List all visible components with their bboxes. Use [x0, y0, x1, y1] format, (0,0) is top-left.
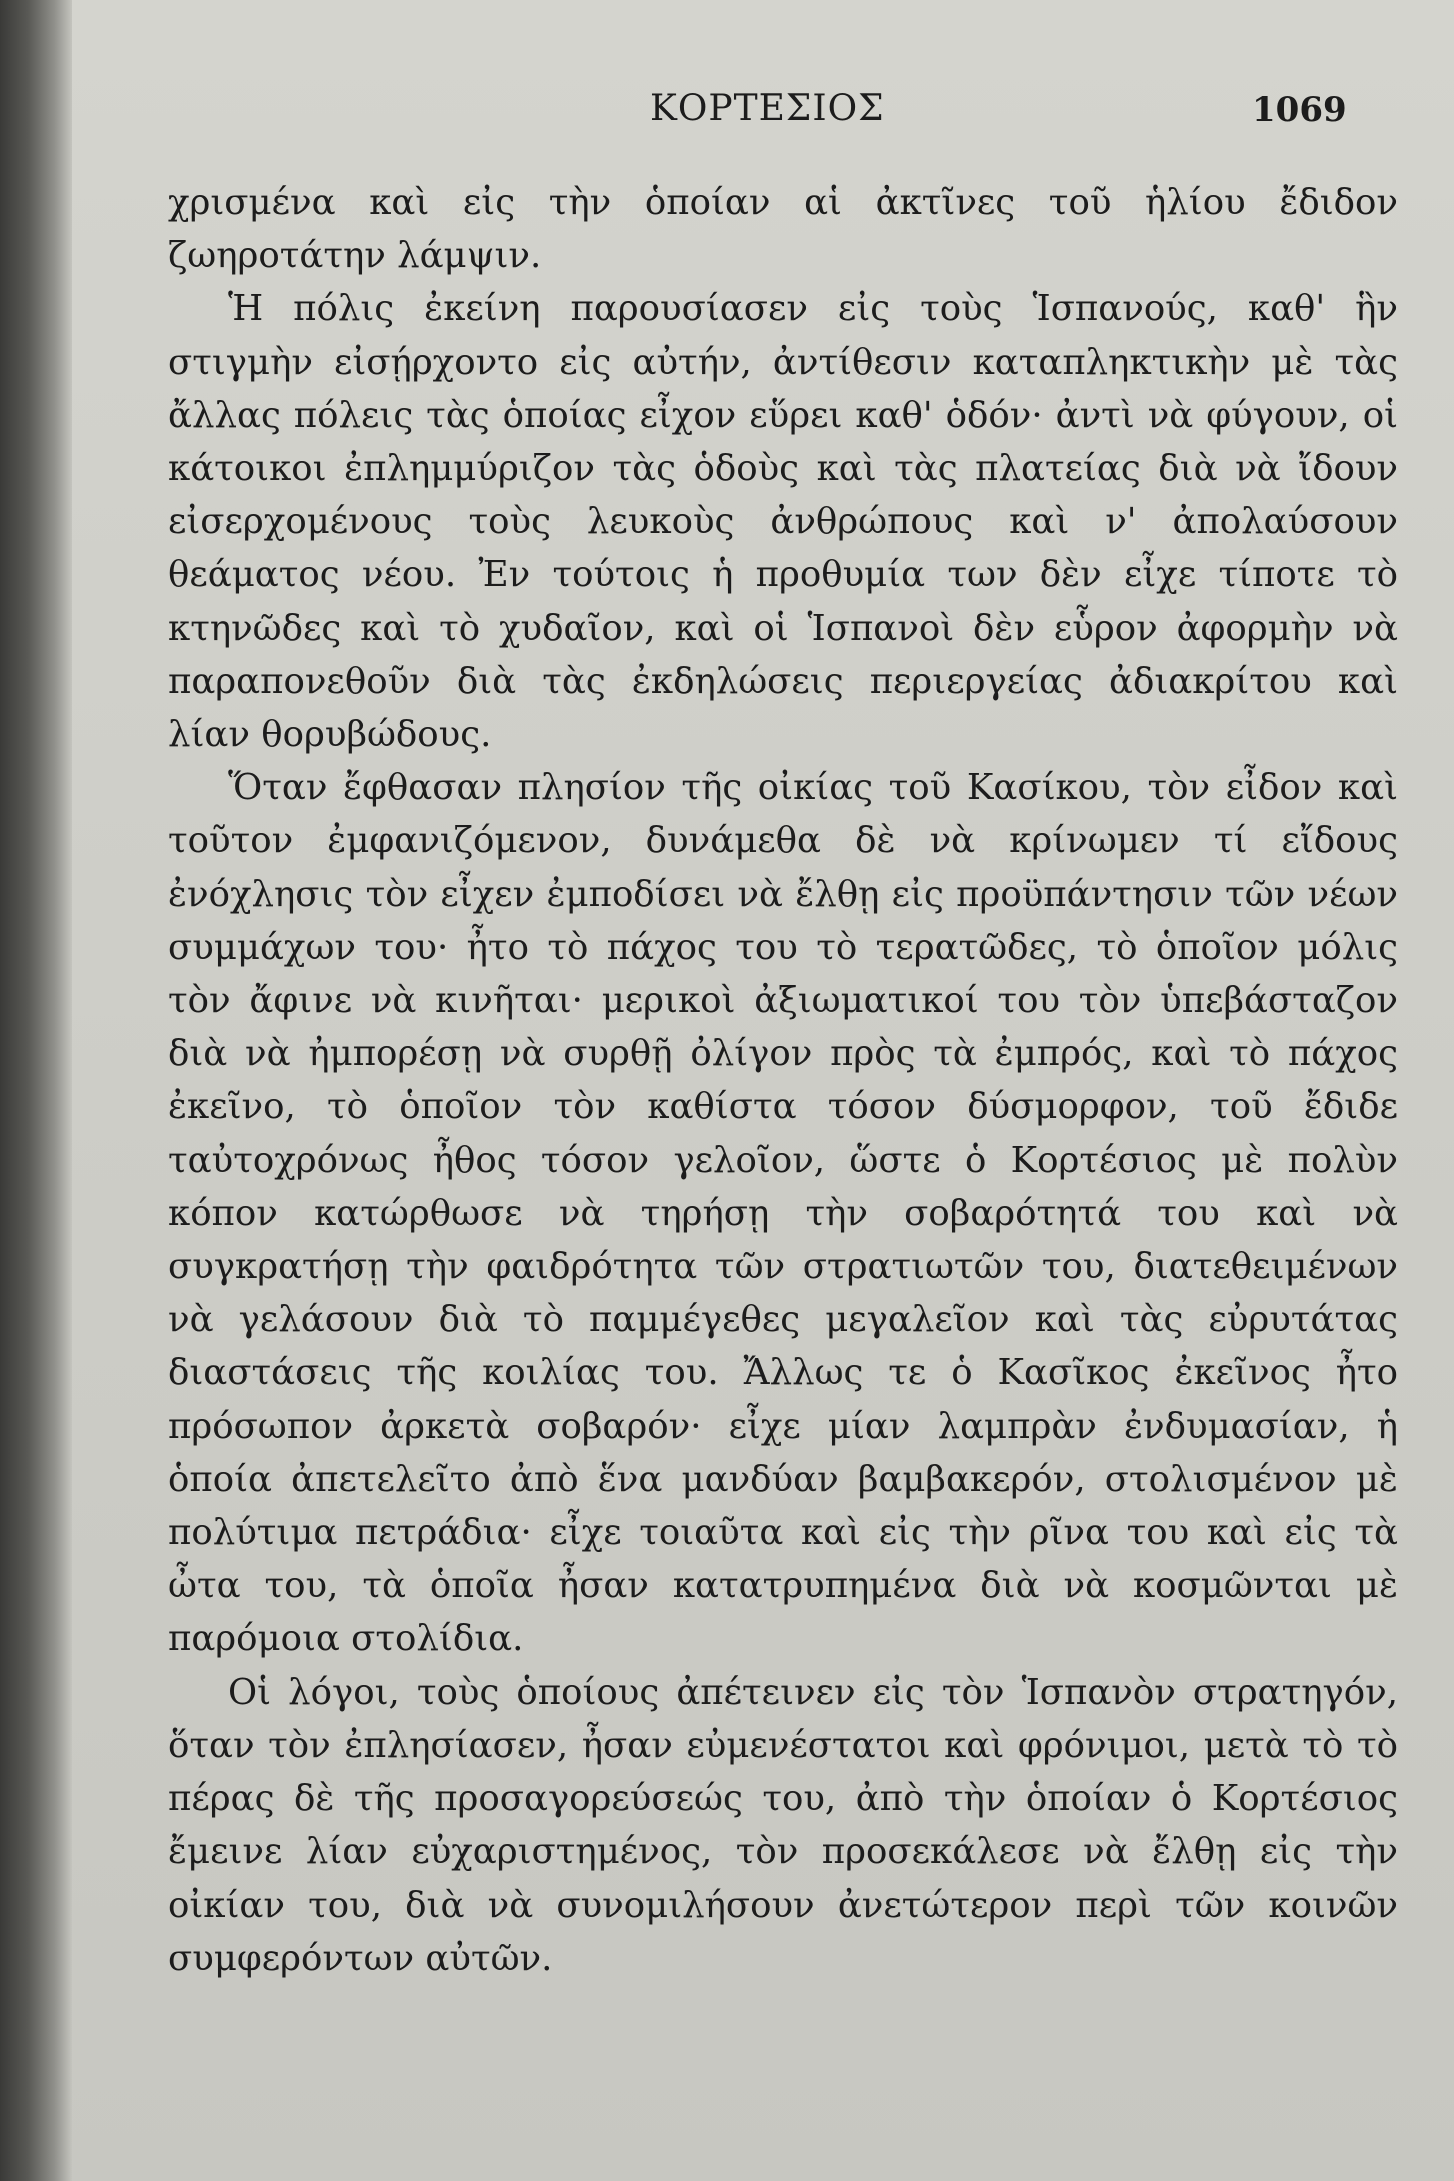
- book-page: [72, 0, 1454, 2181]
- paragraph: Ἡ πόλις ἐκείνη παρουσίασεν εἰς τοὺς Ἱσπανούς, καθ' ἣν στιγμὴν εἰσῄρχοντο εἰς αὐτήν, ἀντίθεσιν καταπληκτικὴν μὲ τὰς ἄλλας πόλεις τὰς ὁποίας εἶχον εὕρει καθ' ὁδόν· ἀντὶ νὰ φύγουν, οἱ κάτοικοι ἐπλημμύριζον τὰς ὁδοὺς καὶ τὰς πλατείας διὰ νὰ ἴδουν εἰσερχομένους τοὺς λευκοὺς ἀνθρώπους καὶ ν' ἀπολαύσουν θεάματος νέου. Ἐν τούτοις ἡ προθυμία των δὲν εἶχε τίποτε τὸ κτηνῶδες καὶ τὸ χυδαῖον, καὶ οἱ Ἱσπανοὶ δὲν εὗρον ἀφορμὴν νὰ παραπονεθοῦν διὰ τὰς ἐκδηλώσεις περιεργείας ἀδιακρίτου καὶ λίαν θορυβώδους.: [168, 288, 1398, 756]
- running-head: ΚΟΡΤΕΣΙΟΣ: [650, 88, 885, 129]
- paragraph: Ὅταν ἔφθασαν πλησίον τῆς οἰκίας τοῦ Κασίκου, τὸν εἶδον καὶ τοῦτον ἐμφανιζόμενον, δυνάμεθα δὲ νὰ κρίνωμεν τί εἴδους ἐνόχλησις τὸν εἶχεν ἐμποδίσει νὰ ἔλθῃ εἰς προϋπάντησιν τῶν νέων συμμάχων του· ἦτο τὸ πάχος του τὸ τερατῶδες, τὸ ὁποῖον μόλις τὸν ἄφινε νὰ κινῆται· μερικοὶ ἀξιωματικοί του τὸν ὑπεβάσταζον διὰ νὰ ἠμπορέσῃ νὰ συρθῇ ὀλίγον πρὸς τὰ ἐμπρός, καὶ τὸ πάχος ἐκεῖνο, τὸ ὁποῖον τὸν καθίστα τόσον δύσμορφον, τοῦ ἔδιδε ταὐτοχρόνως ἦθος τόσον γελοῖον, ὥστε ὁ Κορτέσιος μὲ πολὺν κόπον κατώρθωσε νὰ τηρήσῃ τὴν σοβαρότητά του καὶ νὰ συγκρατήσῃ τὴν φαιδρότητα τῶν στρατιωτῶν του, διατεθειμένων νὰ γελάσουν διὰ τὸ παμμέγεθες μεγαλεῖον καὶ τὰς εὐρυτάτας διαστάσεις τῆς κοιλίας του. Ἄλλως τε ὁ Κασῖκος ἐκεῖνος ἦτο πρόσωπον ἀρκετὰ σοβαρόν· εἶχε μίαν λαμπρὰν ἐνδυμασίαν, ἡ ὁποία ἀπετελεῖτο ἀπὸ ἕνα μανδύαν βαμβακερόν, στολισμένον μὲ πολύτιμα πετράδια· εἶχε τοιαῦτα καὶ εἰς τὴν ρῖνα του καὶ εἰς τὰ ὦτα του, τὰ ὁποῖα ἦσαν κατατρυπημένα διὰ νὰ κοσμῶνται μὲ παρόμοια στολίδια.: [168, 767, 1398, 1660]
- paragraph: Οἱ λόγοι, τοὺς ὁποίους ἀπέτεινεν εἰς τὸν Ἱσπανὸν στρατηγόν, ὅταν τὸν ἐπλησίασεν, ἦσαν εὐμενέστατοι καὶ φρόνιμοι, μετὰ τὸ τὸ πέρας δὲ τῆς προσαγορεύσεώς του, ἀπὸ τὴν ὁποίαν ὁ Κορτέσιος ἔμεινε λίαν εὐχαριστημένος, τὸν προσεκάλεσε νὰ ἔλθῃ εἰς τὴν οἰκίαν του, διὰ νὰ συνομιλήσουν ἀνετώτερον περὶ τῶν κοινῶν συμφερόντων αὐτῶν.: [168, 1671, 1398, 1979]
- body-text: [168, 176, 1398, 1985]
- paragraph: χρισμένα καὶ εἰς τὴν ὁποίαν αἱ ἀκτῖνες τοῦ ἡλίου ἔδιδον ζωηροτάτην λάμψιν.: [168, 182, 1398, 277]
- book-gutter: [0, 0, 72, 2181]
- page-number: 1069: [1252, 90, 1347, 130]
- page-header: [72, 88, 1454, 148]
